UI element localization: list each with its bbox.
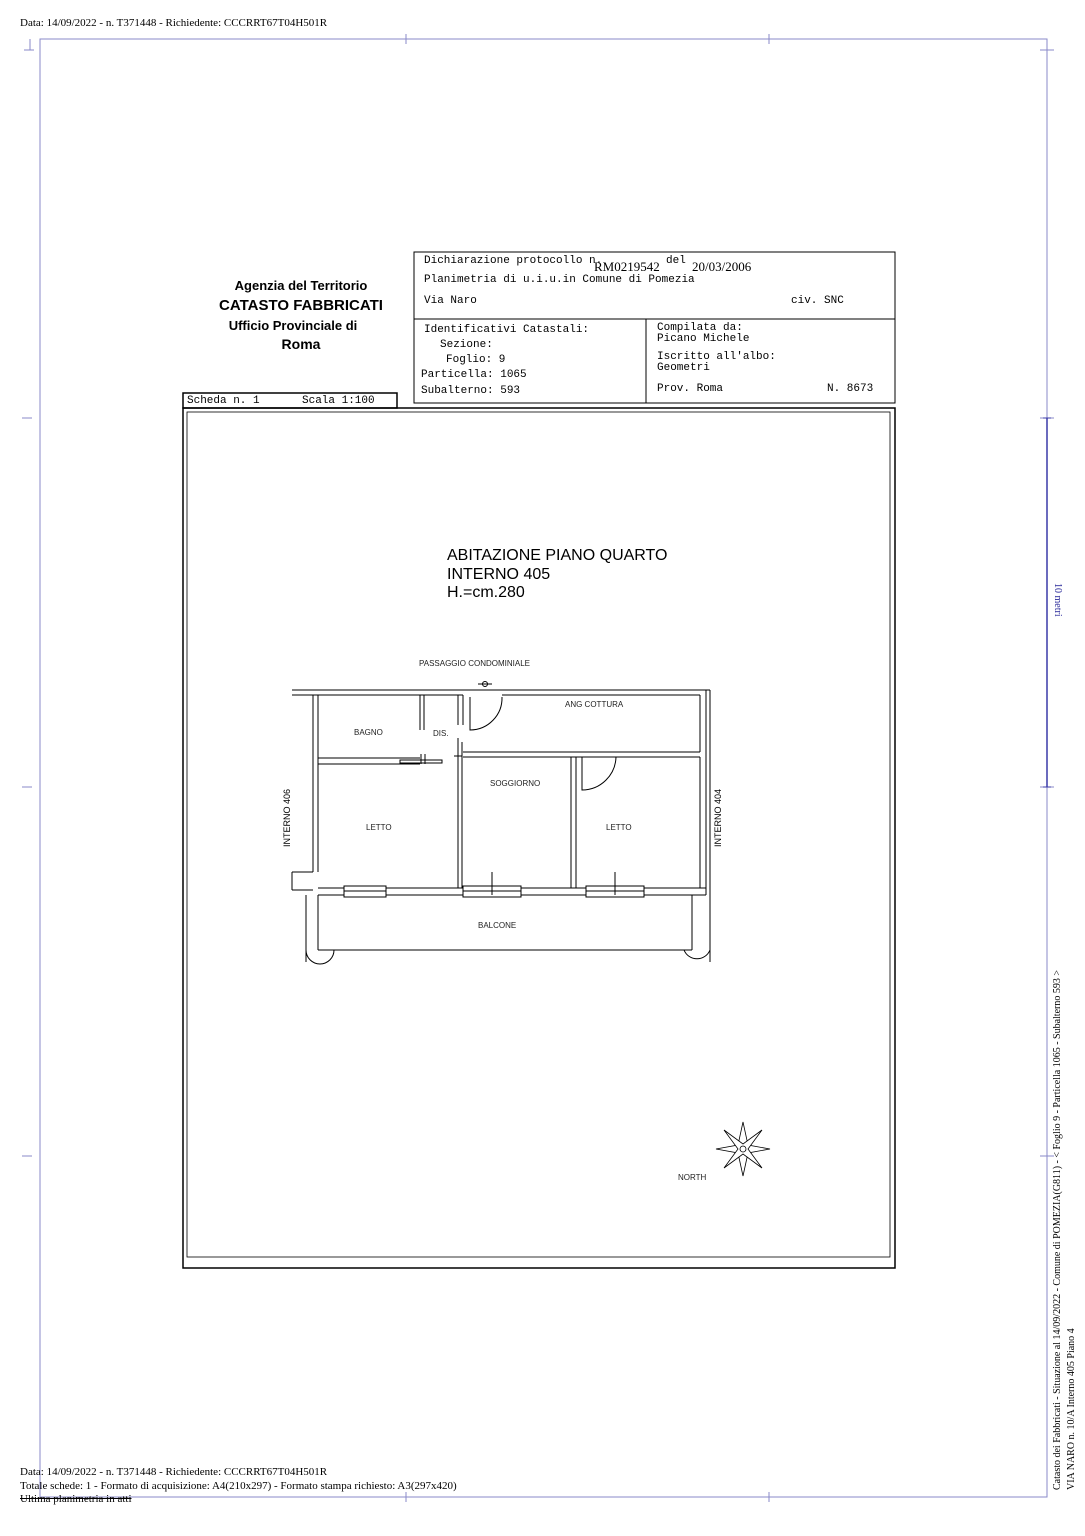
- del-label: del: [666, 255, 686, 267]
- protocol-value: RM0219542: [594, 259, 660, 274]
- compilata-title: Compilata da:: [657, 322, 743, 334]
- label-interno-404: INTERNO 404: [713, 788, 723, 847]
- protocol-label: Dichiarazione protocollo n.: [424, 255, 603, 267]
- compass-icon: [712, 1118, 774, 1180]
- sezione: Sezione:: [440, 339, 493, 351]
- albo-value: Geometri: [657, 362, 710, 374]
- agency-catasto: CATASTO FABBRICATI: [219, 297, 383, 314]
- label-letto-left: LETTO: [366, 823, 392, 832]
- street-address: Via Naro: [424, 295, 477, 307]
- label-north: NORTH: [678, 1173, 707, 1182]
- plan-height: H.=cm.280: [447, 584, 525, 601]
- albo-number: N. 8673: [827, 383, 874, 395]
- label-ang-cottura: ANG COTTURA: [565, 700, 624, 709]
- agency-city: Roma: [281, 336, 321, 352]
- scala: Scala 1:100: [302, 395, 375, 407]
- planimetria-label: Planimetria di u.i.u.in Comune di Pomezia: [424, 274, 695, 286]
- label-dis: DIS.: [433, 729, 449, 738]
- particella: Particella: 1065: [421, 369, 527, 381]
- label-bagno: BAGNO: [354, 728, 383, 737]
- compilata-name: Picano Michele: [657, 333, 750, 345]
- label-balcone: BALCONE: [478, 921, 517, 930]
- header-text: Data: 14/09/2022 - n. T371448 - Richiedente: CCCRRT67T04H501R: [20, 17, 328, 29]
- footer-line3: Ultima planimetria in atti: [20, 1493, 132, 1505]
- identificativi-title: Identificativi Catastali:: [424, 324, 590, 336]
- agency-ufficio: Ufficio Provinciale di: [228, 318, 358, 333]
- scheda-number: Scheda n. 1: [187, 395, 260, 407]
- label-letto-right: LETTO: [606, 823, 632, 832]
- civic-number: civ. SNC: [791, 295, 844, 307]
- footer-line1: Data: 14/09/2022 - n. T371448 - Richiedente: CCCRRT67T04H501R: [20, 1466, 328, 1478]
- foglio: Foglio: 9: [446, 354, 506, 366]
- albo-label: Iscritto all'albo:: [657, 351, 776, 363]
- label-soggiorno: SOGGIORNO: [490, 779, 541, 788]
- footer-line2: Totale schede: 1 - Formato di acquisizione: A4(210x297) - Formato stampa richiesto: A3(297x420): [20, 1480, 457, 1492]
- provincia: Prov. Roma: [657, 383, 724, 395]
- declaration-date: 20/03/2006: [692, 259, 752, 274]
- vertical-situazione: Catasto dei Fabbricati - Situazione al 14/09/2022 - Comune di POMEZIA(G811) - < Foglio 9 - Particella 1065 - Subalterno 593 >: [1052, 970, 1063, 1490]
- label-interno-406: INTERNO 406: [282, 788, 292, 847]
- plan-title: ABITAZIONE PIANO QUARTO: [447, 547, 668, 564]
- vertical-address: VIA NARO n. 10/A Interno 405 Piano 4: [1066, 1328, 1077, 1490]
- label-passaggio: PASSAGGIO CONDOMINIALE: [419, 659, 530, 668]
- plan-interno: INTERNO 405: [447, 566, 551, 583]
- agency-name: Agenzia del Territorio: [234, 278, 368, 293]
- subalterno: Subalterno: 593: [421, 385, 521, 397]
- scale-label: 10 metri: [1052, 583, 1063, 617]
